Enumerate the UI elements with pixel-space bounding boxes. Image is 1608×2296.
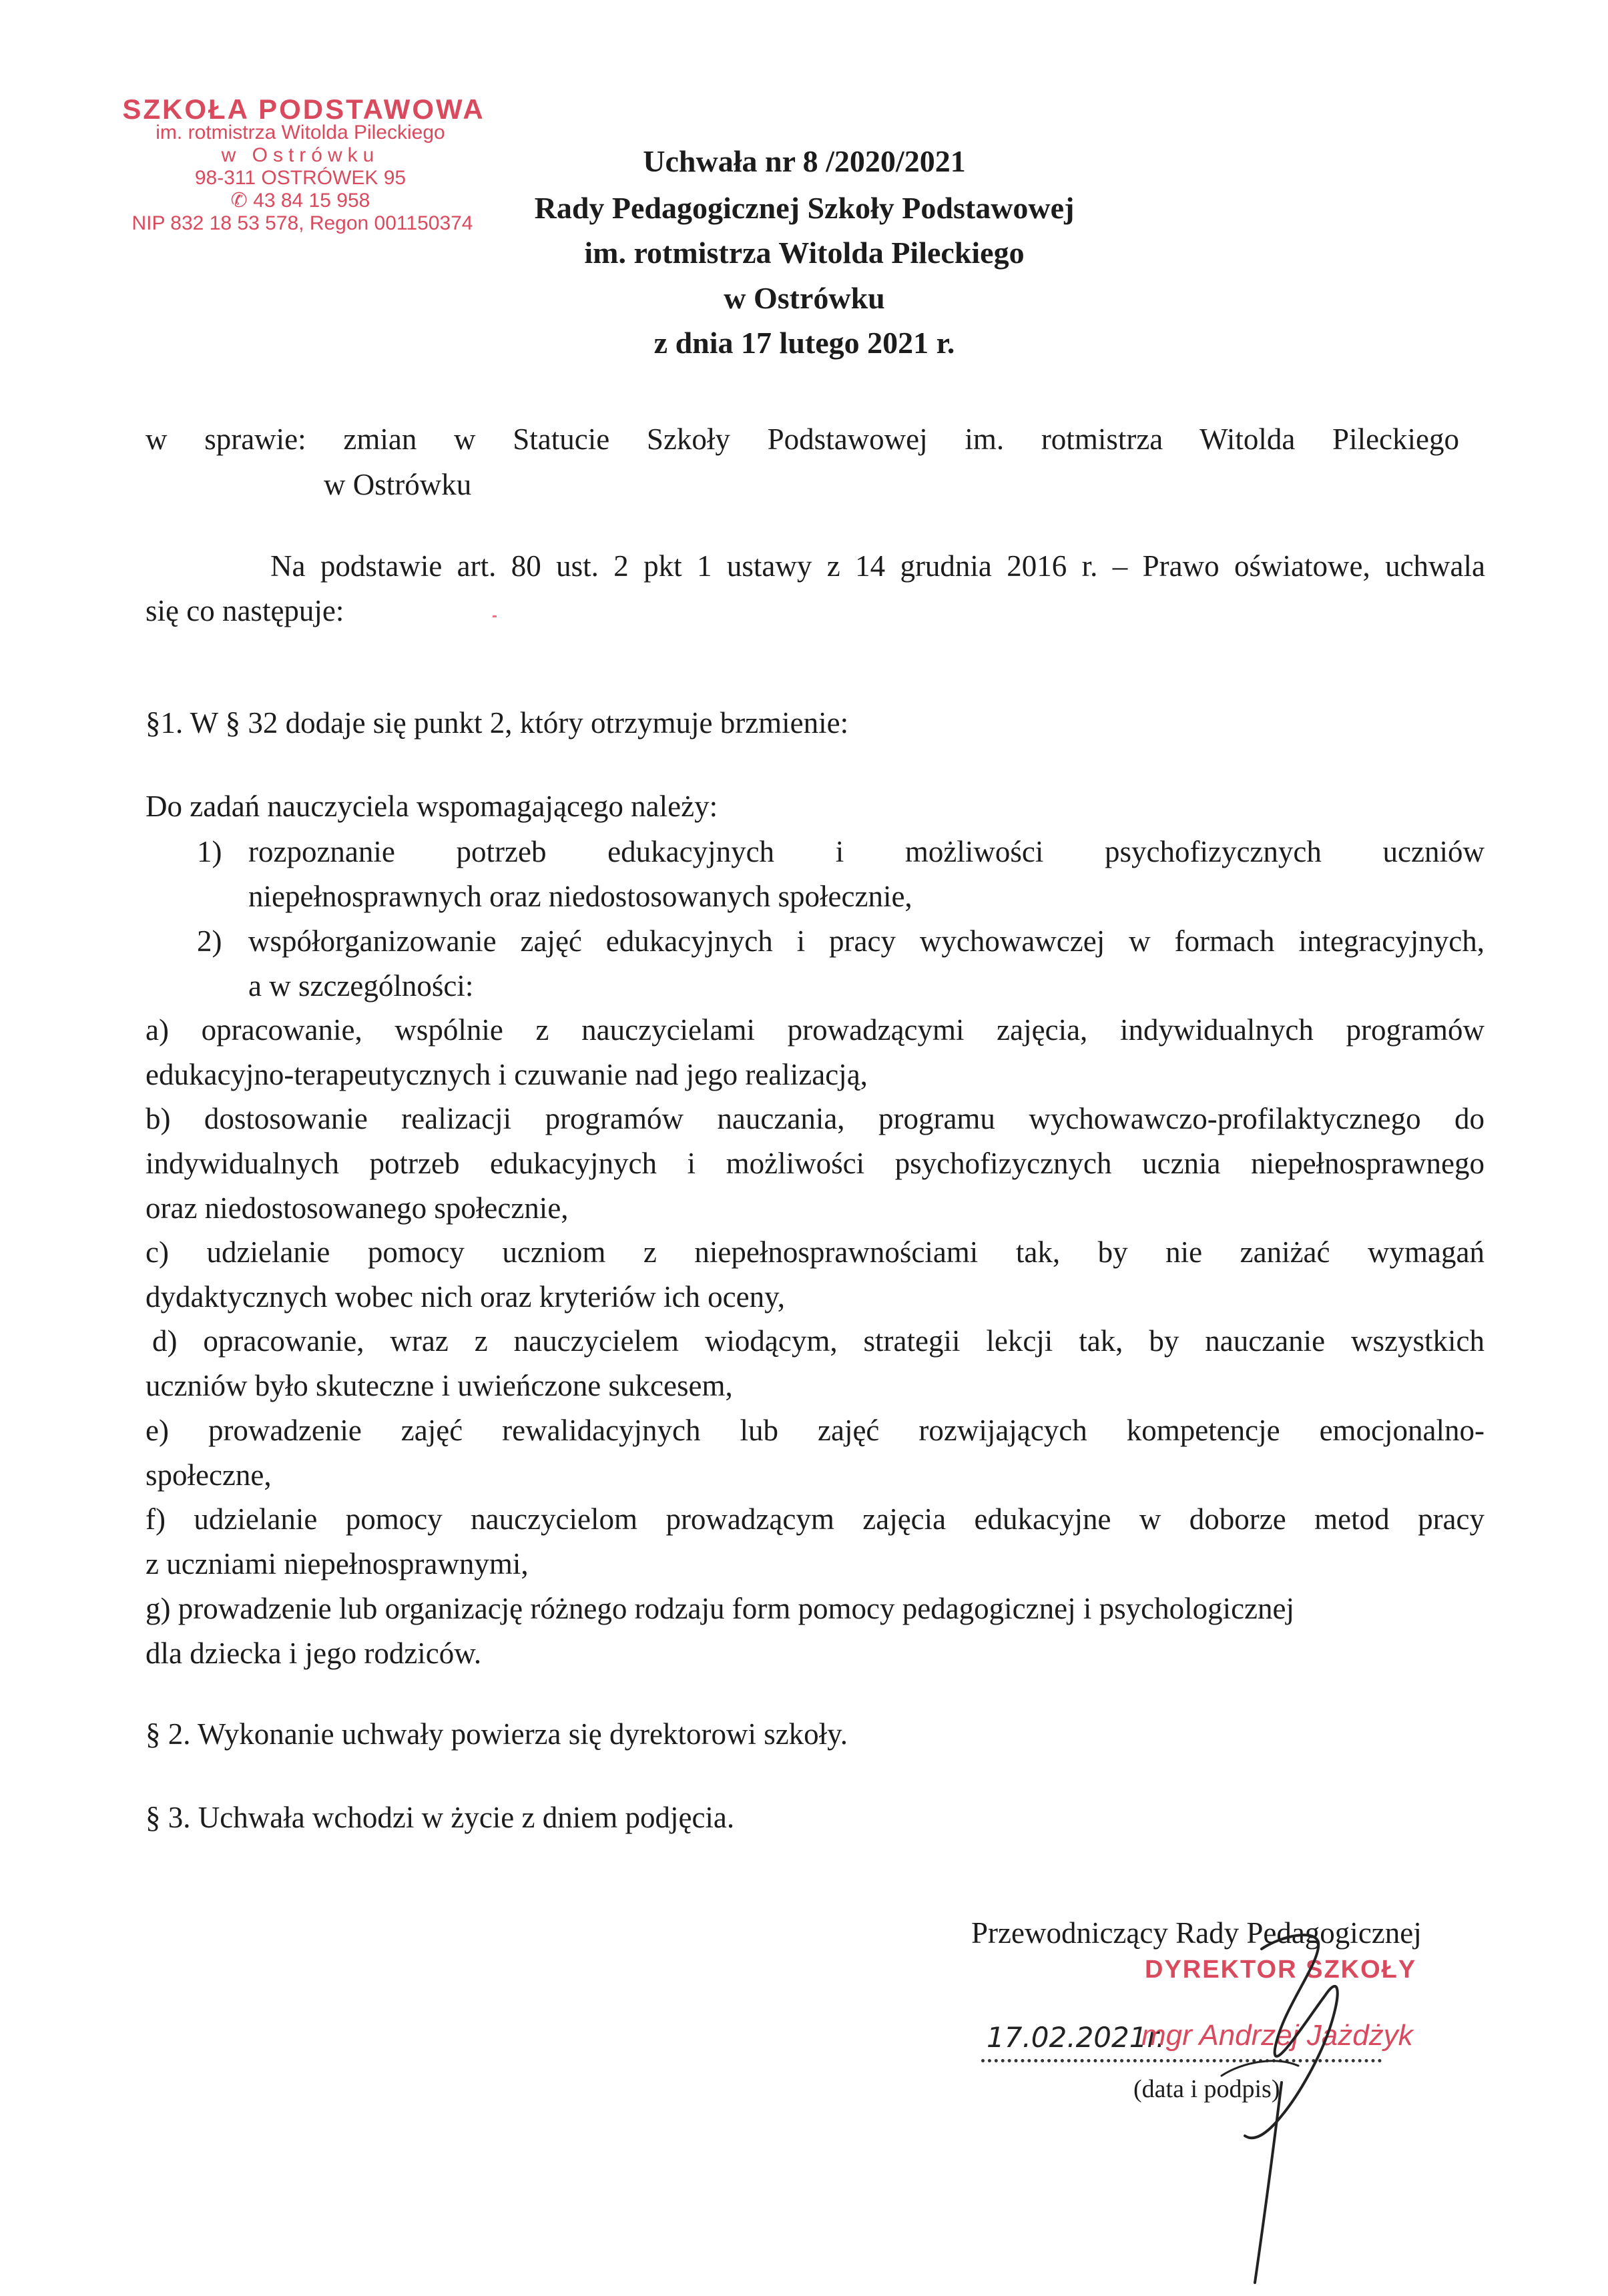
legal-basis-continued: się co następuje: — [146, 594, 344, 627]
school-patron: im. rotmistrza Witolda Pileckiego — [584, 236, 1025, 270]
school-stamp-town: w Ostrówku — [221, 144, 380, 166]
sub-item-a: a) opracowanie, wspólnie z nauczycielami prowadzącymi zajęcia, indywidualnych programów — [146, 1013, 1485, 1047]
paragraph-1: §1. W § 32 dodaje się punkt 2, który otrzymuje brzmienie: — [146, 706, 849, 740]
school-stamp-nip-regon: NIP 832 18 53 578, Regon 001150374 — [131, 212, 473, 234]
sub-item-c: c) udzielanie pomocy uczniom z niepełnosprawnościami tak, by nie zaniżać wymagań — [146, 1235, 1485, 1269]
red-ink-mark — [493, 615, 497, 617]
sub-item-d: d) opracowanie, wraz z nauczycielem wiodącym, strategii lekcji tak, by nauczanie wszystkich — [152, 1324, 1485, 1358]
resolution-number: Uchwała nr 8 /2020/2021 — [643, 144, 966, 178]
sub-item-d-continued: uczniów było skuteczne i uwieńczone sukcesem, — [146, 1369, 733, 1402]
school-stamp-patron: im. rotmistrza Witolda Pileckiego — [156, 121, 445, 144]
subject-line-continued: w Ostrówku — [324, 468, 472, 501]
legal-basis: Na podstawie art. 80 ust. 2 pkt 1 ustawy z 14 grudnia 2016 r. – Prawo oświatowe, uchwala — [270, 549, 1485, 583]
sub-item-g: g) prowadzenie lub organizację różnego rodzaju form pomocy pedagogicznej i psychologicznej — [146, 1592, 1295, 1625]
sub-item-b-continued: oraz niedostosowanego społecznie, — [146, 1191, 569, 1225]
handwritten-signature — [1181, 1922, 1355, 2296]
director-name-stamp: mgr Andrzej Jażdżyk — [1141, 2019, 1413, 2052]
school-location: w Ostrówku — [724, 281, 885, 315]
list-item-continued: niepełnosprawnych oraz niedostosowanych społecznie, — [248, 880, 912, 913]
school-stamp-address: 98-311 OSTRÓWEK 95 — [194, 167, 407, 189]
sub-item-b: b) dostosowanie realizacji programów nauczania, programu wychowawczo-profilaktycznego do — [146, 1102, 1485, 1135]
sub-item-a-continued: edukacyjno-terapeutycznych i czuwanie nad jego realizacją, — [146, 1058, 868, 1091]
signature-caption: (data i podpis) — [1133, 2075, 1280, 2103]
sub-item-e-continued: społeczne, — [146, 1458, 272, 1492]
chair-label: Przewodniczący Rady Pedagogicznej — [971, 1916, 1422, 1950]
paragraph-2: § 2. Wykonanie uchwały powierza się dyrektorowi szkoły. — [146, 1717, 848, 1751]
subject-line: w sprawie: zmian w Statucie Szkoły Podstawowej im. rotmistrza Witolda Pileckiego — [146, 422, 1459, 456]
council-name: Rady Pedagogicznej Szkoły Podstawowej — [534, 191, 1075, 225]
sub-item-c-continued: dydaktycznych wobec nich oraz kryteriów ich oceny, — [146, 1280, 785, 1314]
duties-intro: Do zadań nauczyciela wspomagającego należy: — [146, 790, 718, 823]
school-stamp-phone: ✆ 43 84 15 958 — [230, 190, 370, 212]
list-item-number: 1) — [197, 835, 222, 868]
signature-date: 17.02.2021r. — [987, 2021, 1165, 2054]
sub-item-f-continued: z uczniami niepełnosprawnymi, — [146, 1547, 529, 1581]
sub-item-b-continued: indywidualnych potrzeb edukacyjnych i możliwości psychofizycznych ucznia niepełnosprawnego — [146, 1147, 1485, 1180]
list-item: współorganizowanie zajęć edukacyjnych i pracy wychowawczej w formach integracyjnych, — [248, 924, 1485, 958]
list-item: rozpoznanie potrzeb edukacyjnych i możliwości psychofizycznych uczniów — [248, 835, 1485, 868]
sub-item-e: e) prowadzenie zajęć rewalidacyjnych lub zajęć rozwijających kompetencje emocjonalno- — [146, 1414, 1485, 1447]
list-item-continued: a w szczególności: — [248, 969, 474, 1002]
paragraph-3: § 3. Uchwała wchodzi w życie z dniem podjęcia. — [146, 1801, 735, 1834]
school-stamp-name: SZKOŁA PODSTAWOWA — [122, 93, 485, 125]
list-item-number: 2) — [197, 924, 222, 958]
director-stamp: DYREKTOR SZKOŁY — [1145, 1956, 1417, 1984]
sub-item-g-continued: dla dziecka i jego rodziców. — [146, 1637, 482, 1670]
resolution-date: z dnia 17 lutego 2021 r. — [653, 326, 955, 360]
sub-item-f: f) udzielanie pomocy nauczycielom prowadzącym zajęcia edukacyjne w doborze metod pracy — [146, 1502, 1485, 1536]
